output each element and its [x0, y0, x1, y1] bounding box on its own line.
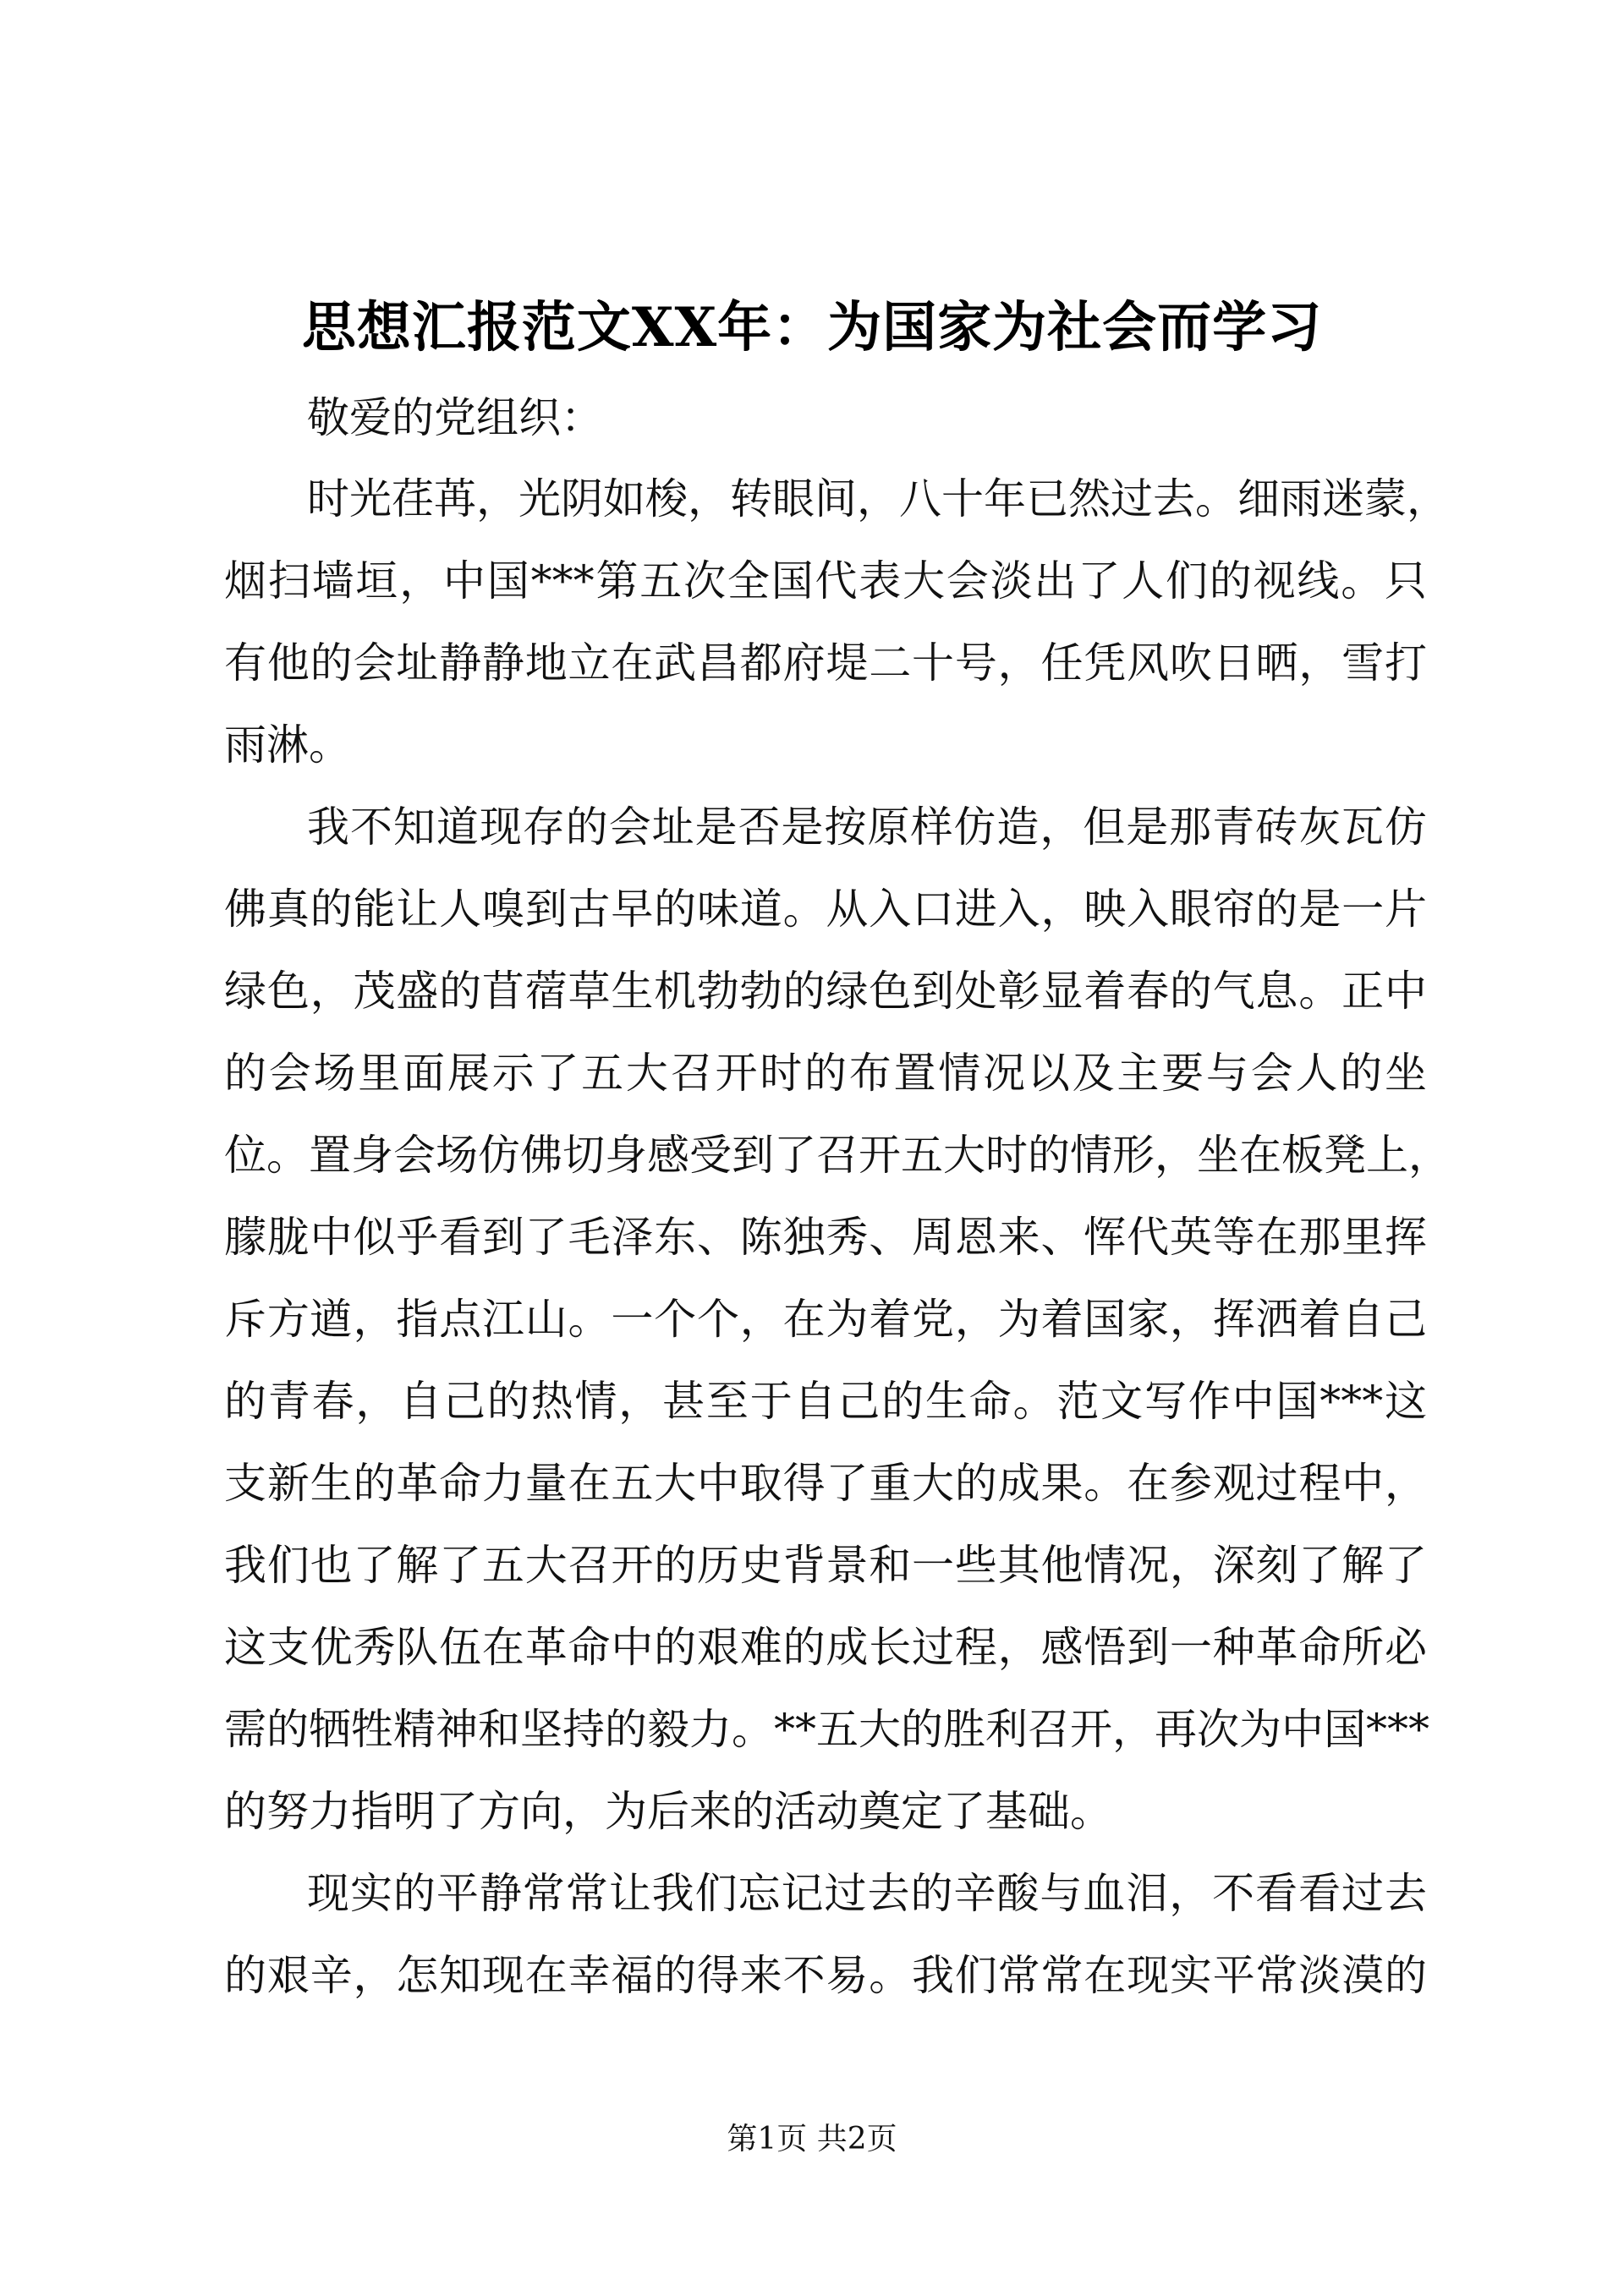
paragraph-line: 时光荏苒，光阴如梭，转眼间，八十年已然过去。细雨迷蒙，: [307, 474, 1449, 523]
paragraph-line: 佛真的能让人嗅到古早的味道。从入口进入，映入眼帘的是一片: [224, 885, 1427, 934]
paragraph-line: 支新生的革命力量在五大中取得了重大的成果。在参观过程中，: [224, 1459, 1427, 1508]
paragraph-line: 雨淋。: [224, 721, 351, 770]
paragraph-line: 这支优秀队伍在革命中的艰难的成长过程，感悟到一种革命所必: [224, 1623, 1427, 1672]
paragraph-line: 现实的平静常常让我们忘记过去的辛酸与血泪，不看看过去: [307, 1869, 1427, 1918]
paragraph-line: 烟扫墙垣，中国***第五次全国代表大会淡出了人们的视线。只: [224, 556, 1427, 606]
document-title: 思想汇报范文XX年：为国家为社会而学习: [301, 296, 1323, 359]
paragraph-line: 朦胧中似乎看到了毛泽东、陈独秀、周恩来、恽代英等在那里挥: [224, 1213, 1427, 1262]
paragraph-line: 的艰辛，怎知现在幸福的得来不易。我们常常在现实平常淡漠的: [224, 1951, 1427, 2000]
paragraph-line: 有他的会址静静地立在武昌都府堤二十号，任凭风吹日晒，雪打: [224, 638, 1427, 688]
paragraph-line: 绿色，茂盛的苜蓿草生机勃勃的绿色到处彰显着春的气息。正中: [224, 967, 1427, 1016]
paragraph-line: 斥方遒，指点江山。一个个，在为着党，为着国家，挥洒着自己: [224, 1295, 1427, 1344]
salutation: 敬爱的党组织：: [307, 393, 603, 442]
paragraph-line: 的青春，自己的热情，甚至于自己的生命。范文写作中国***这: [224, 1377, 1427, 1426]
paragraph-line: 位。置身会场仿佛切身感受到了召开五大时的情形，坐在板凳上，: [224, 1131, 1451, 1180]
paragraph-line: 我们也了解了五大召开的历史背景和一些其他情况，深刻了解了: [224, 1541, 1427, 1590]
paragraph-line: 我不知道现存的会址是否是按原样仿造，但是那青砖灰瓦仿: [307, 803, 1427, 852]
paragraph-line: 的努力指明了方向，为后来的活动奠定了基础。: [224, 1787, 1112, 1836]
paragraph-line: 的会场里面展示了五大召开时的布置情况以及主要与会人的坐: [224, 1049, 1427, 1098]
page-number-footer: 第1页 共2页: [727, 2122, 897, 2156]
paragraph-line: 需的牺牲精神和坚持的毅力。**五大的胜利召开，再次为中国***: [224, 1705, 1429, 1754]
